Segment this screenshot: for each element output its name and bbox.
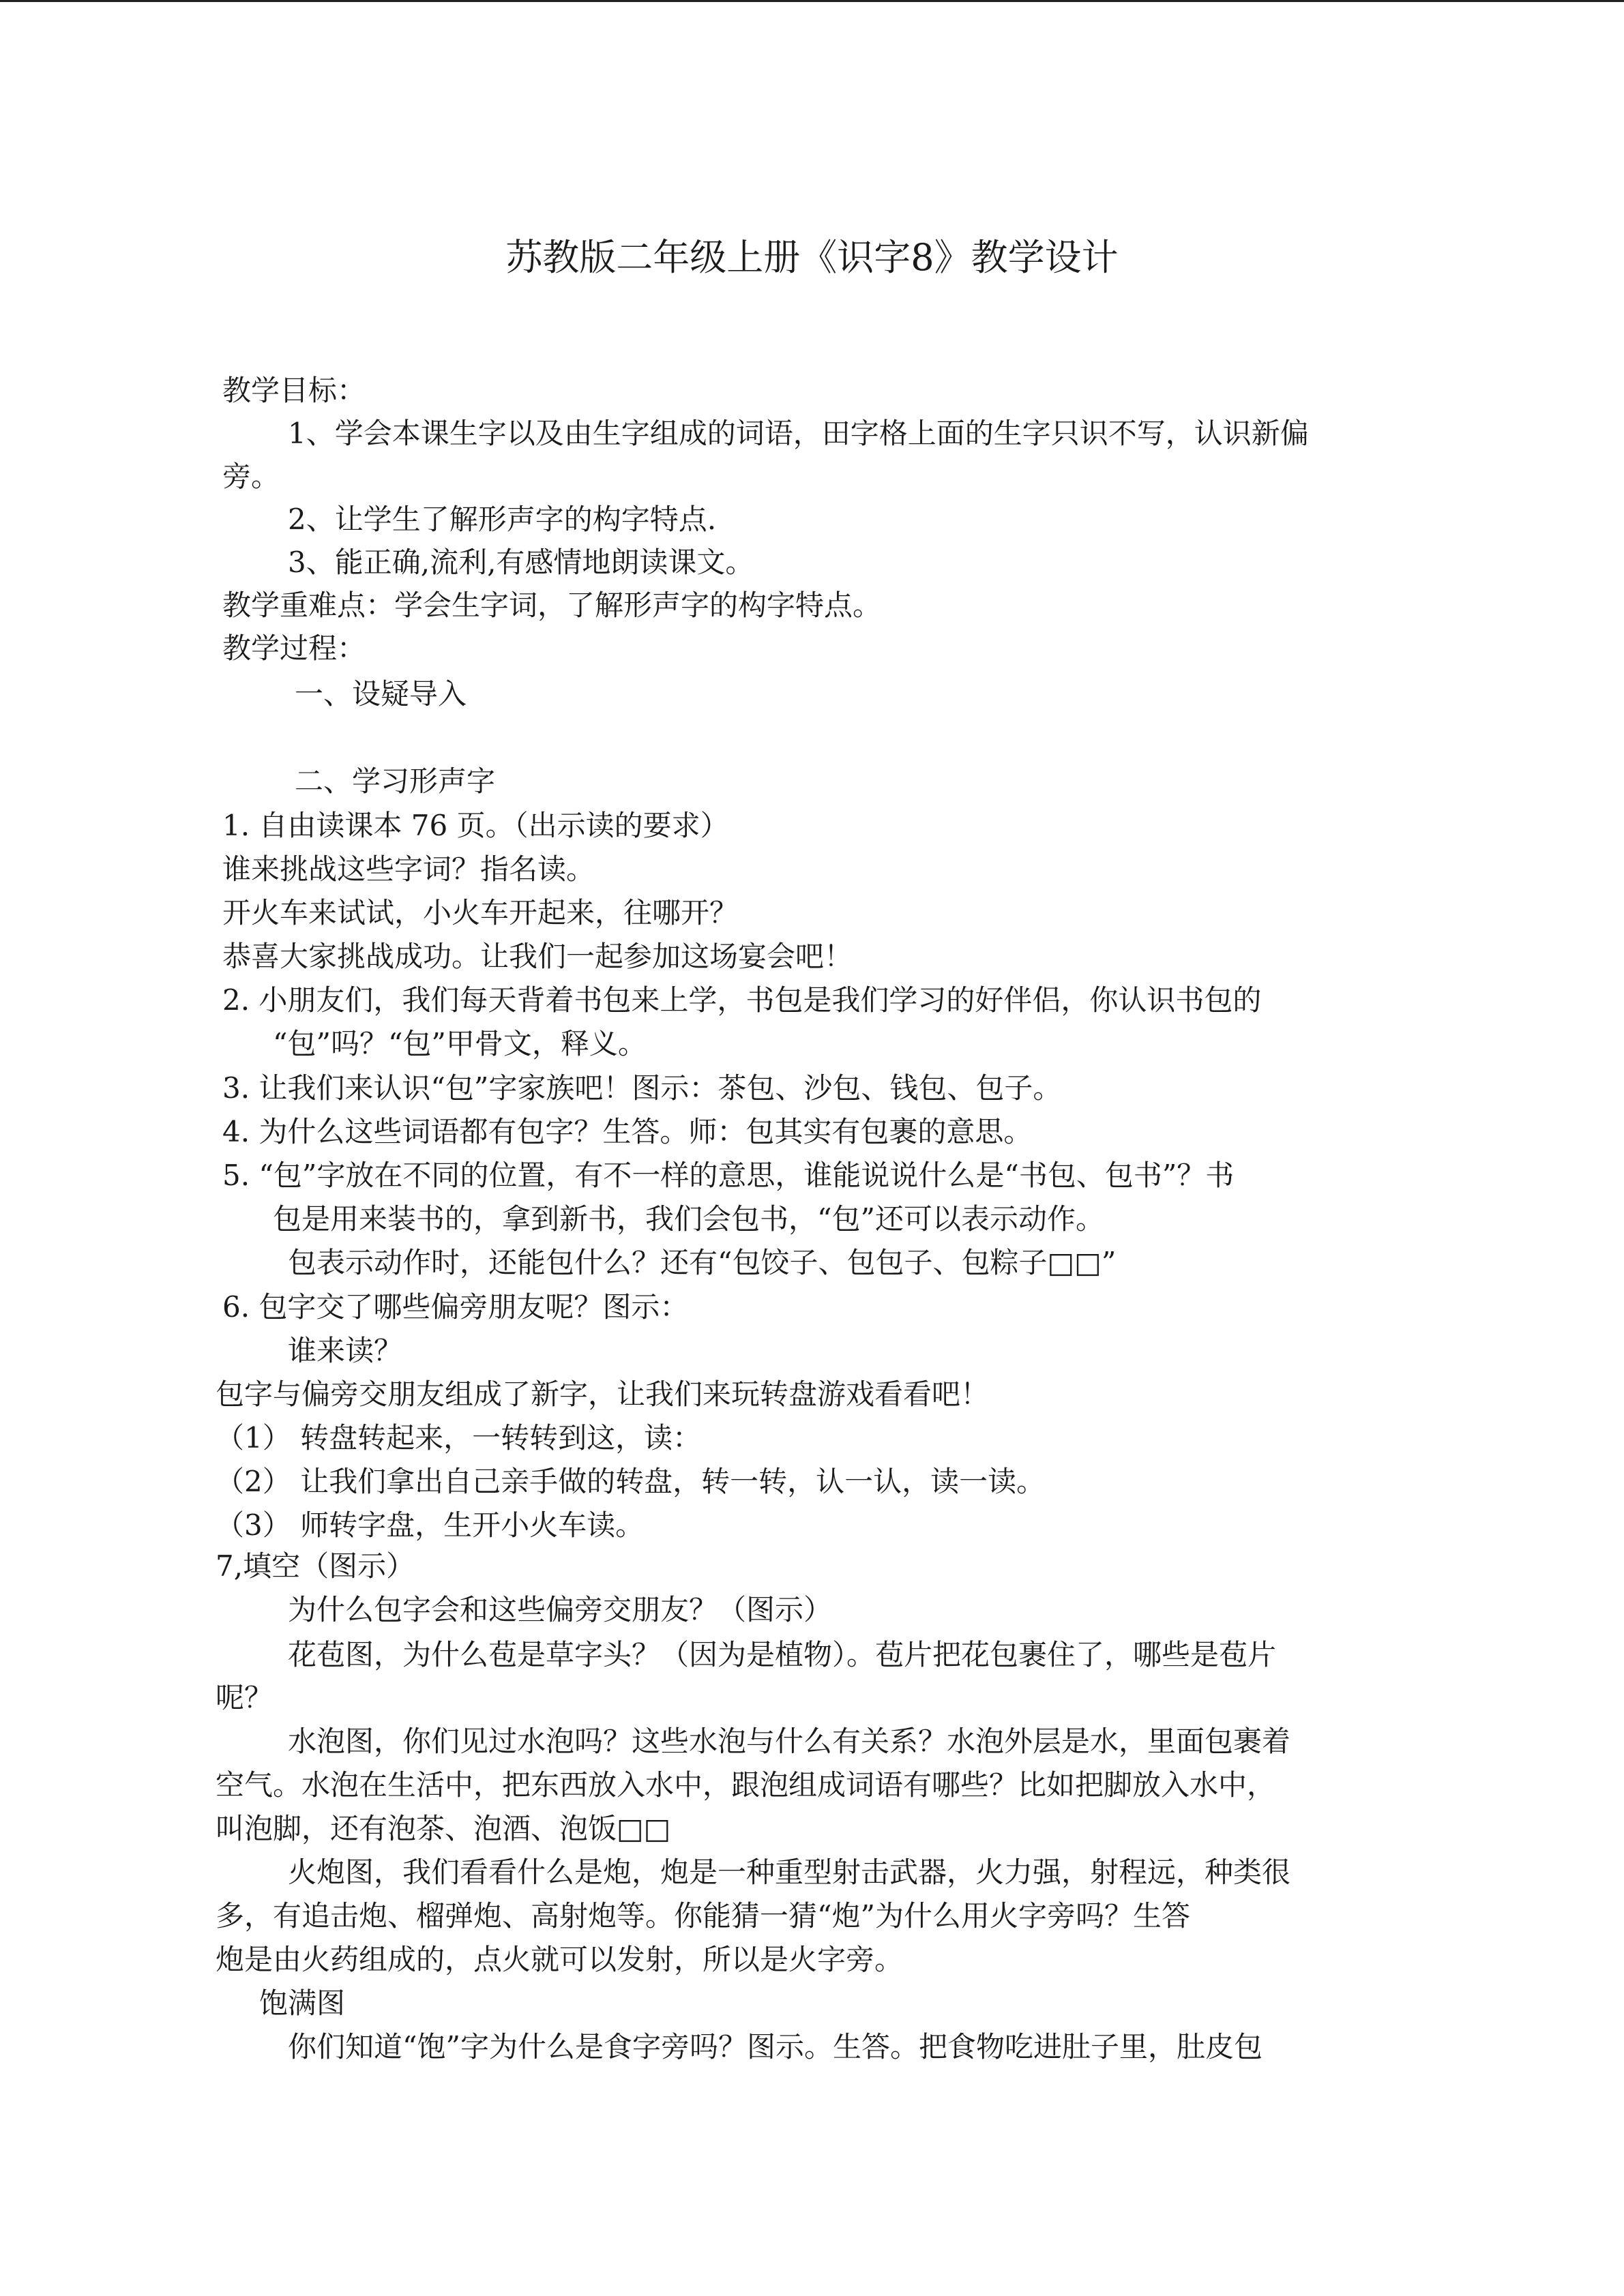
text-line: 教学过程： (222, 631, 366, 665)
text-line: （1） 转盘转起来，一转转到这，读： (216, 1421, 702, 1455)
text-line: 包字与偏旁交朋友组成了新字，让我们来玩转盘游戏看看吧！ (216, 1377, 990, 1411)
text-line: 教学目标： (222, 374, 366, 407)
text-line: 包是用来装书的，拿到新书，我们会包书，“包”还可以表示动作。 (273, 1202, 1104, 1236)
text-line: 2、让学生了解形声字的构字特点. (288, 503, 717, 536)
text-line: 花苞图，为什么苞是草字头？（因为是植物）。苞片把花包裹住了，哪些是苞片 (288, 1638, 1277, 1671)
text-line: 教学重难点：学会生字词，了解形声字的构字特点。 (222, 588, 882, 622)
text-line: 叫泡脚，还有泡茶、泡酒、泡饭□□ (216, 1812, 671, 1845)
text-line: 旁。 (222, 460, 280, 493)
document-title: 苏教版二年级上册《识字8》教学设计 (505, 236, 1119, 279)
text-line: 为什么包字会和这些偏旁交朋友？（图示） (288, 1593, 833, 1626)
text-line: 水泡图，你们见过水泡吗？这些水泡与什么有关系？水泡外层是水，里面包裹着 (288, 1725, 1291, 1758)
top-border-line (0, 0, 1624, 2)
text-line: 谁来读？ (288, 1334, 403, 1367)
text-line: 炮是由火药组成的，点火就可以发射，所以是火字旁。 (216, 1943, 904, 1976)
text-line: 7,填空（图示） (216, 1549, 415, 1583)
text-line: 5. “包”字放在不同的位置，有不一样的意思，谁能说说什么是“书包、包书”？书 (222, 1159, 1235, 1192)
text-line: 你们知道“饱”字为什么是食字旁吗？图示。生答。把食物吃进肚子里，肚皮包 (288, 2030, 1263, 2063)
text-line: 3. 让我们来认识“包”字家族吧！图示：茶包、沙包、钱包、包子。 (222, 1071, 1062, 1105)
text-line: 饱满图 (259, 1986, 346, 2020)
text-line: 2. 小朋友们，我们每天背着书包来上学，书包是我们学习的好伴侣，你认识书包的 (222, 983, 1262, 1017)
text-line: 6. 包字交了哪些偏旁朋友呢？图示： (222, 1290, 689, 1324)
text-line: 3、能正确,流利,有感情地朗读课文。 (288, 546, 754, 579)
text-line: 谁来挑战这些字词？指名读。 (222, 852, 595, 886)
text-line: 呢？ (216, 1681, 274, 1714)
text-line: （2） 让我们拿出自己亲手做的转盘，转一转，认一认，读一读。 (216, 1465, 1046, 1498)
text-line: 恭喜大家挑战成功。让我们一起参加这场宴会吧！ (222, 940, 853, 973)
text-line: （3） 师转字盘，生开小火车读。 (216, 1508, 645, 1542)
text-line: 开火车来试试，小火车开起来，往哪开？ (222, 896, 739, 929)
text-line: 1. 自由读课本 76 页。（出示读的要求） (222, 809, 729, 842)
text-line: 多，有追击炮、榴弹炮、高射炮等。你能猜一猜“炮”为什么用火字旁吗？生答 (216, 1899, 1190, 1933)
text-line: 4. 为什么这些词语都有包字？生答。师：包其实有包裹的意思。 (222, 1115, 1033, 1148)
text-line: 包表示动作时，还能包什么？还有“包饺子、包包子、包粽子□□” (288, 1246, 1117, 1279)
text-line: 一、设疑导入 (295, 677, 467, 711)
text-line: 1、学会本课生字以及由生字组成的词语，田字格上面的生字只识不写，认识新偏 (288, 417, 1309, 450)
text-line: “包”吗？“包”甲骨文，释义。 (273, 1027, 647, 1060)
text-line: 火炮图，我们看看什么是炮，炮是一种重型射击武器，火力强，射程远，种类很 (288, 1855, 1291, 1889)
text-line: 二、学习形声字 (295, 764, 496, 798)
text-line: 空气。水泡在生活中，把东西放入水中，跟泡组成词语有哪些？比如把脚放入水中， (216, 1768, 1276, 1802)
